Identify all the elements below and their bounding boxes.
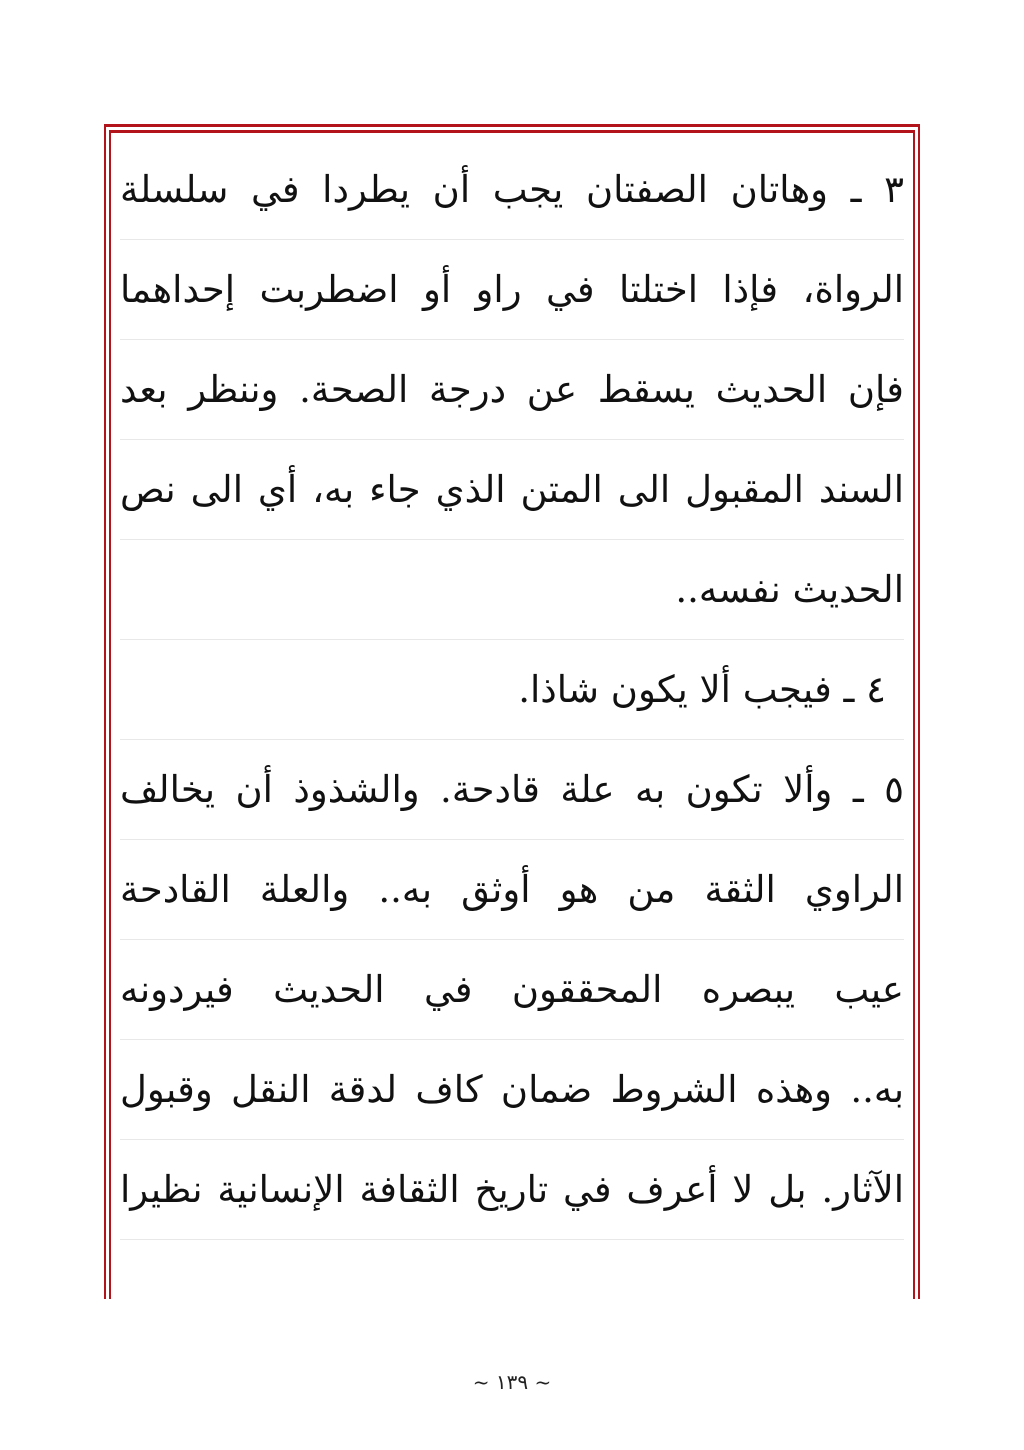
text-line: ٥ ـ وألا تكون به علة قادحة. والشذوذ أن يخالف (120, 740, 904, 840)
page-body (120, 140, 904, 1298)
text-line: ٤ ـ فيجب ألا يكون شاذا. (120, 640, 904, 740)
text-line: به.. وهذه الشروط ضمان كاف لدقة النقل وقبول (120, 1040, 904, 1140)
text-line: ٣ ـ وهاتان الصفتان يجب أن يطردا في سلسلة (120, 140, 904, 240)
page-number: ~ ١٣٩ ~ (472, 1370, 552, 1394)
text-line: عيب يبصره المحققون في الحديث فيردونه (120, 940, 904, 1040)
text-line: الحديث نفسه.. (120, 540, 904, 640)
text-line: الآثار. بل لا أعرف في تاريخ الثقافة الإنسانية نظيرا (120, 1140, 904, 1240)
text-line: الراوي الثقة من هو أوثق به.. والعلة القادحة (120, 840, 904, 940)
text-line: السند المقبول الى المتن الذي جاء به، أي الى نص (120, 440, 904, 540)
text-line: الرواة، فإذا اختلتا في راو أو اضطربت إحداهما (120, 240, 904, 340)
text-line: فإن الحديث يسقط عن درجة الصحة. وننظر بعد (120, 340, 904, 440)
